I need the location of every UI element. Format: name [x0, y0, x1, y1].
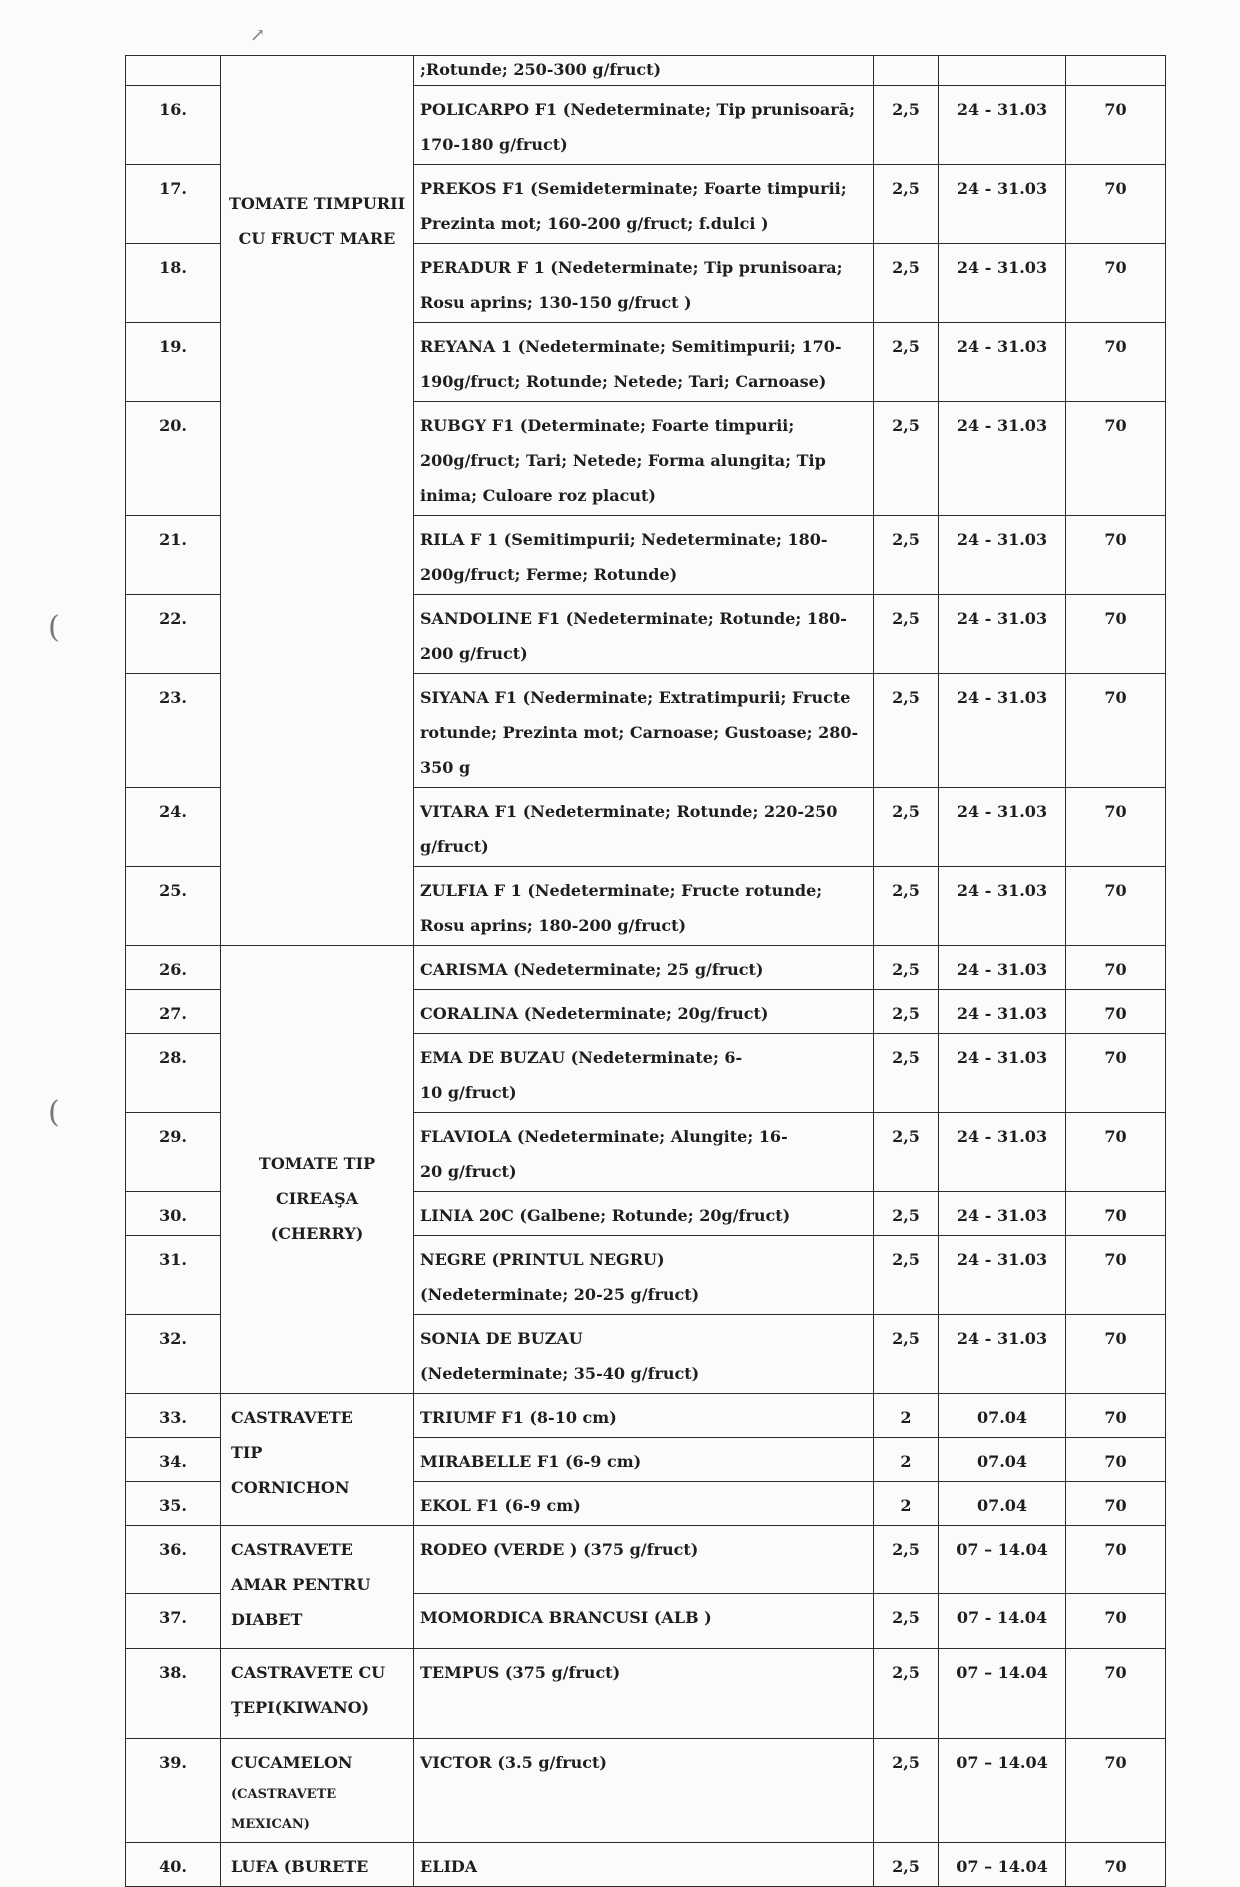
category-sublabel: (CASTRAVETE MEXICAN): [231, 1787, 337, 1832]
row-number: 35.: [126, 1482, 221, 1526]
row-description: ZULFIA F 1 (Nedeterminate; Fructe rotunde; Rosu aprins; 180-200 g/fruct): [414, 867, 874, 946]
row-quantity: 2,5: [874, 323, 939, 402]
row-number: 21.: [126, 516, 221, 595]
category-castravete-cornichon: [221, 1394, 414, 1526]
table-row: [126, 56, 1166, 86]
row-number: 28.: [126, 1034, 221, 1113]
row-number: 26.: [126, 946, 221, 990]
row-number: [126, 56, 221, 86]
scan-mark-left-1: (: [48, 610, 60, 645]
category-label: CASTRAVETE CU ŢEPI(KIWANO): [231, 1663, 386, 1717]
row-description: PREKOS F1 (Semideterminate; Foarte timpurii; Prezinta mot; 160-200 g/fruct; f.dulci ): [414, 165, 874, 244]
row-number: 19.: [126, 323, 221, 402]
row-quantity: 2,5: [874, 244, 939, 323]
category-lufa: [221, 1843, 414, 1887]
row-quantity: 2,5: [874, 1034, 939, 1113]
category-label: CASTRAVETE TIP CORNICHON: [231, 1408, 353, 1497]
row-number: 20.: [126, 402, 221, 516]
row-quantity: 2,5: [874, 402, 939, 516]
row-description: VICTOR (3.5 g/fruct): [414, 1739, 874, 1843]
row-date: 07.04: [939, 1438, 1066, 1482]
row-number: 16.: [126, 86, 221, 165]
row-description: VITARA F1 (Nedeterminate; Rotunde; 220-250 g/fruct): [414, 788, 874, 867]
row-quantity: 2,5: [874, 595, 939, 674]
row-date: [939, 56, 1066, 86]
category-label: TOMATE TIP CIREAŞA (CHERRY): [258, 1154, 376, 1243]
row-description: MOMORDICA BRANCUSI (ALB ): [414, 1594, 874, 1649]
row-value: 70: [1066, 946, 1166, 990]
row-number: 30.: [126, 1192, 221, 1236]
seed-catalog-table: [125, 55, 1166, 1887]
category-label: CASTRAVETE AMAR PENTRU DIABET: [231, 1540, 371, 1629]
row-value: 70: [1066, 516, 1166, 595]
row-date: 07 – 14.04: [939, 1649, 1066, 1739]
row-value: 70: [1066, 1192, 1166, 1236]
row-quantity: 2,5: [874, 990, 939, 1034]
row-description: REYANA 1 (Nedeterminate; Semitimpurii; 170-190g/fruct; Rotunde; Netede; Tari; Carnoase): [414, 323, 874, 402]
table-row: [126, 1394, 1166, 1438]
row-description: ;Rotunde; 250-300 g/fruct): [414, 56, 874, 86]
table-row: [126, 1649, 1166, 1739]
table-row: [126, 946, 1166, 990]
row-description: EKOL F1 (6-9 cm): [414, 1482, 874, 1526]
row-quantity: 2,5: [874, 165, 939, 244]
row-date: 24 - 31.03: [939, 946, 1066, 990]
row-date: 24 - 31.03: [939, 595, 1066, 674]
row-description: ELIDA: [414, 1843, 874, 1887]
category-castravete-tepi: [221, 1649, 414, 1739]
row-number: 32.: [126, 1315, 221, 1394]
row-number: 22.: [126, 595, 221, 674]
row-number: 40.: [126, 1843, 221, 1887]
row-number: 17.: [126, 165, 221, 244]
row-value: 70: [1066, 1438, 1166, 1482]
row-date: 24 - 31.03: [939, 990, 1066, 1034]
row-quantity: 2,5: [874, 1594, 939, 1649]
category-castravete-amar: [221, 1526, 414, 1649]
row-number: 33.: [126, 1394, 221, 1438]
row-value: 70: [1066, 1739, 1166, 1843]
row-value: 70: [1066, 1649, 1166, 1739]
row-quantity: 2,5: [874, 1843, 939, 1887]
row-number: 18.: [126, 244, 221, 323]
row-description: EMA DE BUZAU (Nedeterminate; 6-10 g/fruct): [414, 1034, 874, 1113]
row-value: 70: [1066, 990, 1166, 1034]
row-description: TRIUMF F1 (8-10 cm): [414, 1394, 874, 1438]
row-quantity: 2,5: [874, 1526, 939, 1594]
row-date: 24 - 31.03: [939, 867, 1066, 946]
row-description: SONIA DE BUZAU (Nedeterminate; 35-40 g/fruct): [414, 1315, 874, 1394]
table-row: [126, 1843, 1166, 1887]
table-row: [126, 1739, 1166, 1843]
row-date: 24 - 31.03: [939, 1192, 1066, 1236]
row-date: 24 - 31.03: [939, 1315, 1066, 1394]
category-tomate-cirese: [221, 946, 414, 1394]
row-date: 07 – 14.04: [939, 1843, 1066, 1887]
row-description: TEMPUS (375 g/fruct): [414, 1649, 874, 1739]
category-tomate-timpurii: [221, 56, 414, 946]
row-date: 24 - 31.03: [939, 323, 1066, 402]
row-value: 70: [1066, 323, 1166, 402]
row-value: 70: [1066, 595, 1166, 674]
scan-mark-top: ↗: [250, 25, 266, 46]
row-date: 07.04: [939, 1482, 1066, 1526]
row-date: 24 - 31.03: [939, 244, 1066, 323]
row-number: 23.: [126, 674, 221, 788]
row-date: 24 - 31.03: [939, 165, 1066, 244]
row-number: 34.: [126, 1438, 221, 1482]
row-number: 36.: [126, 1526, 221, 1594]
row-value: 70: [1066, 1394, 1166, 1438]
category-label: TOMATE TIMPURII CU FRUCT MARE: [228, 194, 406, 248]
row-value: 70: [1066, 1315, 1166, 1394]
row-description: CORALINA (Nedeterminate; 20g/fruct): [414, 990, 874, 1034]
row-value: 70: [1066, 1113, 1166, 1192]
row-value: 70: [1066, 1236, 1166, 1315]
row-date: 07 - 14.04: [939, 1594, 1066, 1649]
row-description: RUBGY F1 (Determinate; Foarte timpurii; 200g/fruct; Tari; Netede; Forma alungita; Tip inima; Culoare roz placut): [414, 402, 874, 516]
table-row: [126, 1526, 1166, 1594]
row-value: 70: [1066, 402, 1166, 516]
row-value: 70: [1066, 86, 1166, 165]
row-date: 24 - 31.03: [939, 1113, 1066, 1192]
row-description: RODEO (VERDE ) (375 g/fruct): [414, 1526, 874, 1594]
row-description: NEGRE (PRINTUL NEGRU) (Nedeterminate; 20-25 g/fruct): [414, 1236, 874, 1315]
row-number: 24.: [126, 788, 221, 867]
row-quantity: 2: [874, 1438, 939, 1482]
row-date: 07.04: [939, 1394, 1066, 1438]
row-description: RILA F 1 (Semitimpurii; Nedeterminate; 180-200g/fruct; Ferme; Rotunde): [414, 516, 874, 595]
row-description: LINIA 20C (Galbene; Rotunde; 20g/fruct): [414, 1192, 874, 1236]
row-quantity: 2,5: [874, 674, 939, 788]
row-number: 37.: [126, 1594, 221, 1649]
row-quantity: 2,5: [874, 86, 939, 165]
row-number: 29.: [126, 1113, 221, 1192]
row-value: 70: [1066, 244, 1166, 323]
row-quantity: 2,5: [874, 1315, 939, 1394]
row-number: 39.: [126, 1739, 221, 1843]
row-number: 31.: [126, 1236, 221, 1315]
row-description: FLAVIOLA (Nedeterminate; Alungite; 16-20 g/fruct): [414, 1113, 874, 1192]
row-quantity: 2,5: [874, 1739, 939, 1843]
row-value: 70: [1066, 1526, 1166, 1594]
row-date: 24 - 31.03: [939, 402, 1066, 516]
row-date: 24 - 31.03: [939, 674, 1066, 788]
row-quantity: 2,5: [874, 1649, 939, 1739]
row-quantity: 2,5: [874, 1236, 939, 1315]
row-quantity: [874, 56, 939, 86]
row-value: 70: [1066, 1594, 1166, 1649]
row-value: 70: [1066, 867, 1166, 946]
row-value: 70: [1066, 1843, 1166, 1887]
row-quantity: 2,5: [874, 867, 939, 946]
row-quantity: 2,5: [874, 1192, 939, 1236]
row-value: 70: [1066, 788, 1166, 867]
category-label: CUCAMELON: [231, 1753, 353, 1772]
row-quantity: 2,5: [874, 1113, 939, 1192]
row-description: MIRABELLE F1 (6-9 cm): [414, 1438, 874, 1482]
row-date: 24 - 31.03: [939, 516, 1066, 595]
row-number: 25.: [126, 867, 221, 946]
row-date: 24 - 31.03: [939, 788, 1066, 867]
row-value: 70: [1066, 674, 1166, 788]
row-quantity: 2: [874, 1482, 939, 1526]
row-quantity: 2,5: [874, 946, 939, 990]
row-date: 24 - 31.03: [939, 86, 1066, 165]
row-number: 27.: [126, 990, 221, 1034]
row-value: 70: [1066, 1482, 1166, 1526]
row-date: 07 – 14.04: [939, 1739, 1066, 1843]
row-date: 24 - 31.03: [939, 1236, 1066, 1315]
row-description: CARISMA (Nedeterminate; 25 g/fruct): [414, 946, 874, 990]
row-description: SIYANA F1 (Nederminate; Extratimpurii; Fructe rotunde; Prezinta mot; Carnoase; Gustoase; 280-350 g: [414, 674, 874, 788]
scan-mark-left-2: (: [48, 1095, 60, 1130]
row-date: 07 – 14.04: [939, 1526, 1066, 1594]
row-value: 70: [1066, 1034, 1166, 1113]
row-value: [1066, 56, 1166, 86]
row-quantity: 2,5: [874, 516, 939, 595]
row-quantity: 2: [874, 1394, 939, 1438]
row-description: SANDOLINE F1 (Nedeterminate; Rotunde; 180-200 g/fruct): [414, 595, 874, 674]
row-description: PERADUR F 1 (Nedeterminate; Tip prunisoara; Rosu aprins; 130-150 g/fruct ): [414, 244, 874, 323]
category-cucamelon: [221, 1739, 414, 1843]
row-number: 38.: [126, 1649, 221, 1739]
row-quantity: 2,5: [874, 788, 939, 867]
row-value: 70: [1066, 165, 1166, 244]
category-label: LUFA (BURETE: [231, 1857, 369, 1876]
row-date: 24 - 31.03: [939, 1034, 1066, 1113]
row-description: POLICARPO F1 (Nedeterminate; Tip prunisoarā; 170-180 g/fruct): [414, 86, 874, 165]
